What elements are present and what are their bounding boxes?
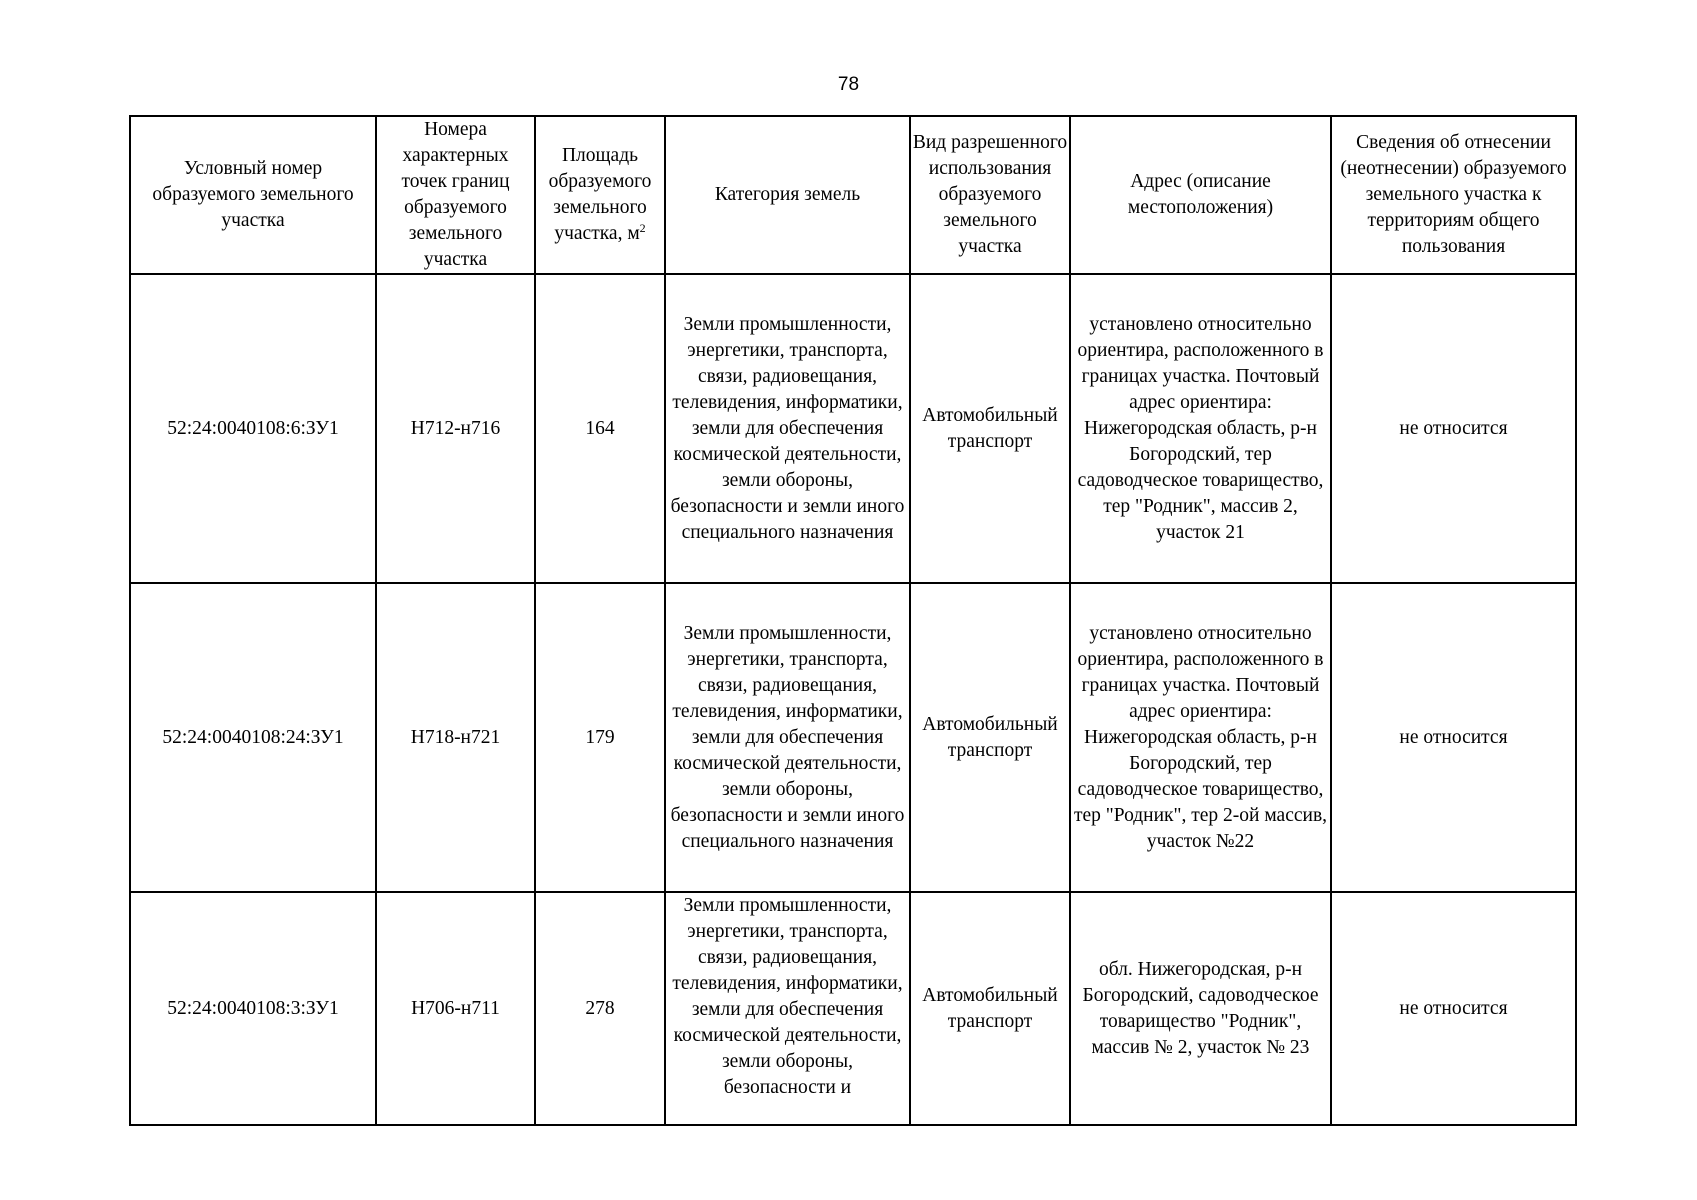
cell-common-use: не относится [1331, 892, 1576, 1125]
header-boundary-points: Номера характерных точек границ образуемого земельного участка [376, 116, 535, 274]
cell-land-category: Земли промышленности, энергетики, транспорта, связи, радиовещания, телевидения, информатики, земли для обеспечения космической деятельности, земли обороны, безопасности и земли иного специального назначения [665, 274, 910, 583]
cell-permitted-use: Автомобильный транспорт [910, 892, 1070, 1125]
cell-area: 179 [535, 583, 665, 892]
cell-common-use: не относится [1331, 583, 1576, 892]
header-common-use: Сведения об отнесении (неотнесении) образуемого земельного участка к территориям общего пользования [1331, 116, 1576, 274]
header-parcel-number: Условный номер образуемого земельного участка [130, 116, 376, 274]
header-permitted-use: Вид разрешенного использования образуемого земельного участка [910, 116, 1070, 274]
header-address: Адрес (описание местоположения) [1070, 116, 1331, 274]
header-area-unit-exponent: 2 [639, 221, 646, 235]
cell-parcel-number: 52:24:0040108:6:ЗУ1 [130, 274, 376, 583]
land-parcels-table [129, 115, 1577, 1126]
cell-land-category: Земли промышленности, энергетики, транспорта, связи, радиовещания, телевидения, информатики, земли для обеспечения космической деятельности, земли обороны, безопасности и [665, 892, 910, 1125]
table-row [130, 583, 1576, 892]
header-area [535, 116, 665, 274]
cell-address: установлено относительно ориентира, расположенного в границах участка. Почтовый адрес ориентира: Нижегородская область, р-н Богородский, тер садоводческое товарищество, тер "Родник", массив 2, участок 21 [1070, 274, 1331, 583]
cell-area: 278 [535, 892, 665, 1125]
cell-permitted-use: Автомобильный транспорт [910, 274, 1070, 583]
header-land-category: Категория земель [665, 116, 910, 274]
cell-permitted-use: Автомобильный транспорт [910, 583, 1070, 892]
cell-parcel-number: 52:24:0040108:3:ЗУ1 [130, 892, 376, 1125]
cell-common-use: не относится [1331, 274, 1576, 583]
header-area-label: Площадь образуемого земельного участка, м [548, 145, 652, 244]
cell-address: обл. Нижегородская, р-н Богородский, садоводческое товарищество "Родник", массив № 2, участок № 23 [1070, 892, 1331, 1125]
cell-boundary-points: Н718-н721 [376, 583, 535, 892]
table-header-row [130, 116, 1576, 274]
cell-boundary-points: Н712-н716 [376, 274, 535, 583]
page-number: 78 [837, 74, 860, 95]
cell-parcel-number: 52:24:0040108:24:ЗУ1 [130, 583, 376, 892]
cell-boundary-points: Н706-н711 [376, 892, 535, 1125]
cell-address: установлено относительно ориентира, расположенного в границах участка. Почтовый адрес ориентира: Нижегородская область, р-н Богородский, тер садоводческое товарищество, тер "Родник", тер 2-ой массив, участок №22 [1070, 583, 1331, 892]
table-row [130, 274, 1576, 583]
cell-area: 164 [535, 274, 665, 583]
cell-land-category: Земли промышленности, энергетики, транспорта, связи, радиовещания, телевидения, информатики, земли для обеспечения космической деятельности, земли обороны, безопасности и земли иного специального назначения [665, 583, 910, 892]
table-row [130, 892, 1576, 1125]
